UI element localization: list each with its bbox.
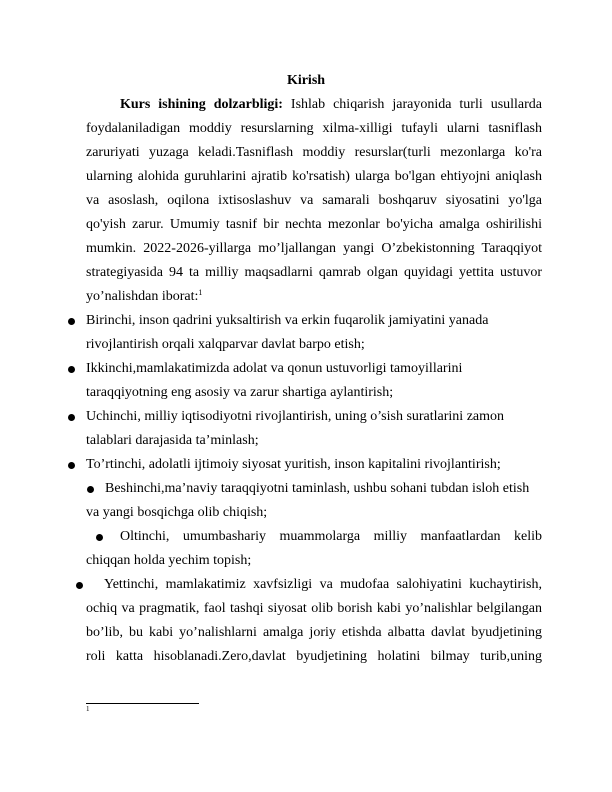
bullet-dot-icon <box>87 486 94 493</box>
bullet-dot-icon <box>68 366 75 373</box>
intro-line: va asoslash, oqilona ixtisoslashuv va samarali boshqaruv siyosatini yo'lga <box>86 193 542 208</box>
bullet-dot-icon <box>68 462 75 469</box>
intro-heading: Kurs ishining dolzarbligi: <box>120 97 283 112</box>
bullet-dot-icon <box>76 582 83 589</box>
bullet-item-5-line1: Beshinchi,ma’naviy taraqqiyotni taminlash, ushbu sohani tubdan isloh etish <box>105 481 530 496</box>
intro-last-line <box>86 288 542 306</box>
intro-first-line <box>120 96 542 114</box>
bullet-item-7-continuation: roli katta hisoblanadi.Zero,davlat byudjetining holatini bilmay turib,uning <box>86 649 542 664</box>
bullet-item-2-line2: taraqqiyotning eng asosiy va zarur shartiga aylantirish; <box>86 385 394 400</box>
intro-line: qo'yish zarur. Umumiy tasnif bir nechta mezonlar bo'yicha amalga oshirilishi <box>86 217 542 232</box>
bullet-item-5-line2: va yangi bosqichga olib chiqish; <box>86 505 268 520</box>
bullet-item-7-continuation: ochiq va pragmatik, faol tashqi siyosat olib borish kabi yo’nalishlar belgilangan <box>86 601 542 616</box>
bullet-dot-icon <box>96 534 103 541</box>
intro-first-line-text: Ishlab chiqarish jarayonida turli usullarda <box>290 97 543 112</box>
bullet-item-2-line1: Ikkinchi,mamlakatimizda adolat va qonun ustuvorligi tamoyillarini <box>86 361 463 376</box>
bullet-item-3-line2: talablari darajasida ta’minlash; <box>86 433 259 448</box>
bullet-item-4-line1: To’rtinchi, adolatli ijtimoiy siyosat yuritish, inson kapitalini rivojlantirish; <box>86 457 501 472</box>
intro-last-line-text: yo’nalishdan iborat: <box>86 289 199 304</box>
intro-line: zaruriyati yuzaga keladi.Tasniflash moddiy resurslar(turli mezonlarga ko'ra <box>86 145 542 160</box>
bullet-item-7-line1: Yettinchi, mamlakatimiz xavfsizligi va mudofaa salohiyatini kuchaytirish, <box>104 577 542 592</box>
bullet-item-1-line2: rivojlantirish orqali xalqparvar davlat barpo etish; <box>86 337 365 352</box>
intro-line: mumkin. 2022-2026-yillarga mo’ljallangan yangi O’zbekistonning Taraqqiyot <box>86 241 542 256</box>
bullet-dot-icon <box>68 414 75 421</box>
intro-line: ularning alohida guruhlarini ajratib ko'rsatish) ularga bo'lgan ehtiyojni aniqlash <box>86 169 542 184</box>
intro-line: strategiyasida 94 ta milliy maqsadlarni qamrab olgan quyidagi yettita ustuvor <box>86 265 542 280</box>
footnote-reference: 1 <box>198 288 203 297</box>
bullet-item-6-line1: Oltinchi, umumbashariy muammolarga milliy manfaatlardan kelib <box>120 529 542 544</box>
intro-line: foydalaniladigan moddiy resurslarning xilma-xilligi tufayli ularni tasniflash <box>86 121 542 136</box>
footnote-separator <box>86 703 199 704</box>
bullet-item-3-line1: Uchinchi, milliy iqtisodiyotni rivojlantirish, uning o’sish suratlarini zamon <box>86 409 505 424</box>
footnote-mark: 1 <box>86 705 90 713</box>
bullet-item-6-line2: chiqqan holda yechim topish; <box>86 553 252 568</box>
bullet-dot-icon <box>68 318 75 325</box>
bullet-item-7-continuation: bo’lib, bu kabi yo’nalishlarni amalga joriy etishda albatta davlat byudjetining <box>86 625 542 640</box>
bullet-item-1-line1: Birinchi, inson qadrini yuksaltirish va erkin fuqarolik jamiyatini yanada <box>86 313 489 328</box>
page-title: Kirish <box>286 73 326 88</box>
